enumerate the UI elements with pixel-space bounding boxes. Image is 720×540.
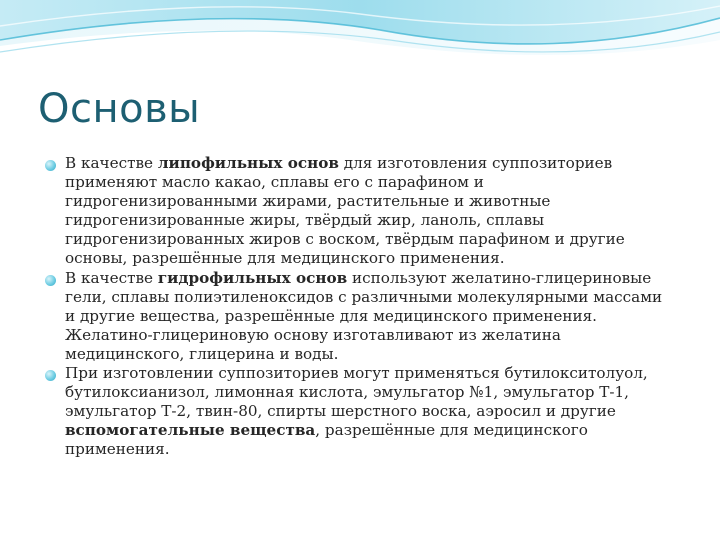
bullet-text-part: используют желатино-глицериновые гели, сплавы полиэтиленоксидов с различными молекулярными массами и другие вещества, разрешённые для медицинского применения. Желатино-глицериновую основу изготавливают из желатина медицинского, глицерина и воды.: [65, 268, 663, 363]
bullet-term-bold: гидрофильных основ: [157, 268, 348, 287]
bullet-text-part: , разрешённые для медицинского применения.: [65, 421, 588, 459]
bullet-list: [44, 154, 674, 460]
bullet-text-part: В качестве: [65, 154, 158, 172]
bullet-disc-icon: [45, 370, 56, 381]
bullet-text: [65, 154, 625, 267]
bullet-text-part: При изготовлении суппозиториев могут применяться бутилокситолуол, бутилоксианизол, лимонная кислота, эмульгатор №1, эмульгатор Т-1, эмульгатор Т-2, твин-80, спирты шерстного воска, аэросил и другие: [65, 364, 648, 421]
bullet-text-part: В качестве: [65, 268, 158, 287]
bullet-term-bold: липофильных основ: [157, 154, 339, 172]
bullet-disc-icon: [45, 275, 56, 286]
bullet-disc-icon: [45, 160, 56, 171]
bullet-text-part: для изготовления суппозиториев применяют масло какао, сплавы его с парафином и гидрогенизированными жирами, растительные и животные гидрогенизированные жиры, твёрдый жир, ланоль, сплавы гидрогенизированных жиров с воском, твёрдым парафином и другие основы, разрешённые для медицинского применения.: [65, 154, 625, 268]
bullet-term-bold: вспомогательные вещества: [65, 421, 316, 440]
bullet-text: [65, 364, 648, 458]
bullet-item-lipophilic: [44, 154, 674, 269]
bullet-item-auxiliary: [44, 364, 674, 459]
bullet-item-hydrophilic: [44, 269, 674, 364]
slide-title: Основы: [38, 86, 201, 132]
bullet-text: [65, 269, 662, 363]
header-wave-decoration: [0, 0, 720, 90]
